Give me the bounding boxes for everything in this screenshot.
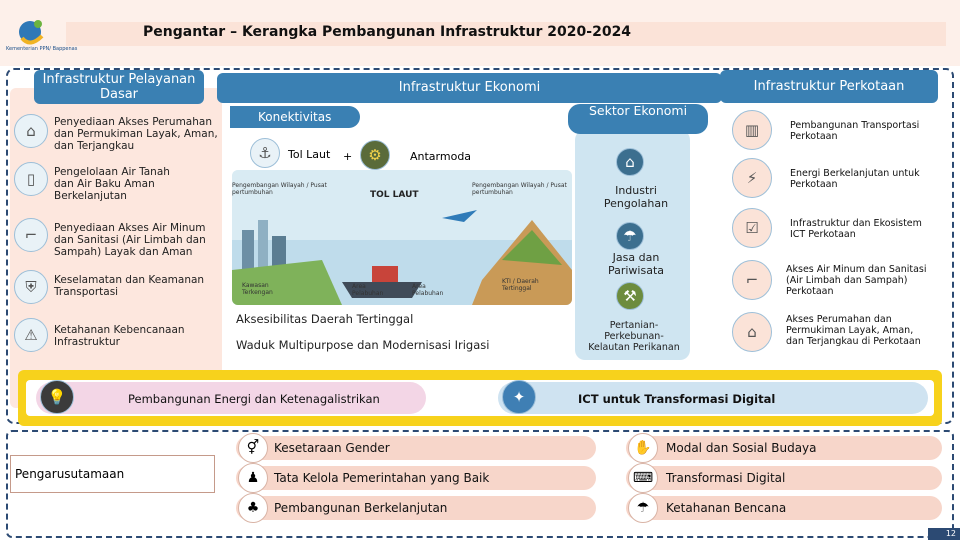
left-item-4: Keselamatan dan Keamanan Transportasi (54, 274, 205, 298)
governance-icon: ♟ (238, 463, 268, 493)
plant-icon: ♣ (238, 493, 268, 523)
building-icon: ▥ (732, 110, 772, 150)
left-item-2: Pengelolaan Air Tanah dan Air Baku Aman Berkelanjutan (54, 166, 170, 202)
energi-label: Pembangunan Energi dan Ketenagalistrikan (128, 392, 380, 406)
gear-icon: ⚙ (360, 140, 390, 170)
antarmoda-label: Antarmoda (410, 150, 472, 163)
label-kti: KTI / Daerah Tertinggal (502, 278, 539, 292)
pill-transformasi: Transformasi Digital (626, 466, 942, 490)
right-item-1: Pembangunan Transportasi Perkotaan (790, 120, 920, 142)
tab-pelayanan-dasar: Infrastruktur Pelayanan Dasar (34, 70, 204, 104)
satellite-icon: ✦ (502, 380, 536, 414)
lightbulb-icon: 💡 (40, 380, 74, 414)
waduk-label: Waduk Multipurpose dan Modernisasi Irigasi (236, 338, 490, 352)
disaster-icon: ⚠ (14, 318, 48, 352)
tourism-icon: ☂ (616, 222, 644, 250)
left-item-5: Ketahanan Kebencanaan Infrastruktur (54, 324, 185, 348)
bappenas-logo (8, 14, 60, 62)
sektor-item-1: Industri Pengolahan (603, 184, 669, 210)
page-title: Pengantar – Kerangka Pembangunan Infrastruktur 2020-2024 (143, 24, 632, 40)
left-item-1: Penyediaan Akses Perumahan dan Permukiman Layak, Aman, dan Terjangkau (54, 116, 218, 152)
pill-tata-kelola: Tata Kelola Pemerintahan yang Baik (236, 466, 596, 490)
gender-icon: ⚥ (238, 433, 268, 463)
tab-perkotaan: Infrastruktur Perkotaan (720, 70, 938, 103)
pengarusutamaan-label: Pengarusutamaan (10, 455, 215, 493)
label-area-2: Area Pelabuhan (412, 283, 444, 297)
port-icon: ⚓ (250, 138, 280, 168)
right-item-5: Akses Perumahan dan Permukiman Layak, Aman, dan Terjangkau di Perkotaan (786, 314, 921, 347)
house-icon-right: ⌂ (732, 312, 772, 352)
water-bottle-icon: ▯ (14, 162, 48, 196)
page-number: 12 (928, 528, 960, 540)
left-item-3: Penyediaan Akses Air Minum dan Sanitasi (Air Limbah dan Sampah) Layak dan Aman (54, 222, 206, 258)
pill-kesetaraan: Kesetaraan Gender (236, 436, 596, 460)
tractor-icon: ⚒ (616, 282, 644, 310)
label-kawasan: Kawasan Terkengan (242, 282, 273, 296)
tol-laut-label: Tol Laut (288, 148, 331, 161)
right-item-2: Energi Berkelanjutan untuk Perkotaan (790, 168, 920, 190)
konektivitas-label: Konektivitas (230, 106, 360, 128)
digital-icon: ⌨ (628, 463, 658, 493)
factory-icon: ⌂ (616, 148, 644, 176)
logo-text: Kementerian PPN/ Bappenas (6, 46, 78, 52)
shield-icon: ⛨ (14, 270, 48, 304)
faucet-icon: ⌐ (14, 218, 48, 252)
handshake-icon: ✋ (628, 433, 658, 463)
label-pengembangan-2: Pengembangan Wilayah / Pusat pertumbuhan (472, 182, 567, 196)
ict-label: ICT untuk Transformasi Digital (578, 392, 776, 406)
label-area-1: Area Pelabuhan (352, 283, 384, 297)
pill-ketahanan: Ketahanan Bencana (626, 496, 942, 520)
label-tol-laut: TOL LAUT (370, 190, 419, 200)
aksesibilitas-label: Aksesibilitas Daerah Tertinggal (236, 312, 414, 326)
tol-laut-illustration (232, 170, 572, 305)
sektor-ekonomi-label: Sektor Ekonomi (568, 104, 708, 134)
power-tower-icon: ⚡ (732, 158, 772, 198)
faucet-icon-right: ⌐ (732, 260, 772, 300)
disaster-resilience-icon: ☂ (628, 493, 658, 523)
plus-sign: + (343, 150, 353, 163)
pill-modal-sosial: Modal dan Sosial Budaya (626, 436, 942, 460)
tab-ekonomi: Infrastruktur Ekonomi (217, 73, 722, 103)
right-item-4: Akses Air Minum dan Sanitasi (Air Limbah dan Sampah) Perkotaan (786, 264, 927, 297)
right-item-3: Infrastruktur dan Ekosistem ICT Perkotaan (790, 218, 922, 240)
sektor-item-3: Pertanian-Perkebunan-Kelautan Perikanan (588, 320, 680, 353)
ict-icon: ☑ (732, 208, 772, 248)
house-icon: ⌂ (14, 114, 48, 148)
pill-berkelanjutan: Pembangunan Berkelanjutan (236, 496, 596, 520)
label-pengembangan-1: Pengembangan Wilayah / Pusat pertumbuhan (232, 182, 327, 196)
sektor-item-2: Jasa dan Pariwisata (607, 251, 665, 277)
